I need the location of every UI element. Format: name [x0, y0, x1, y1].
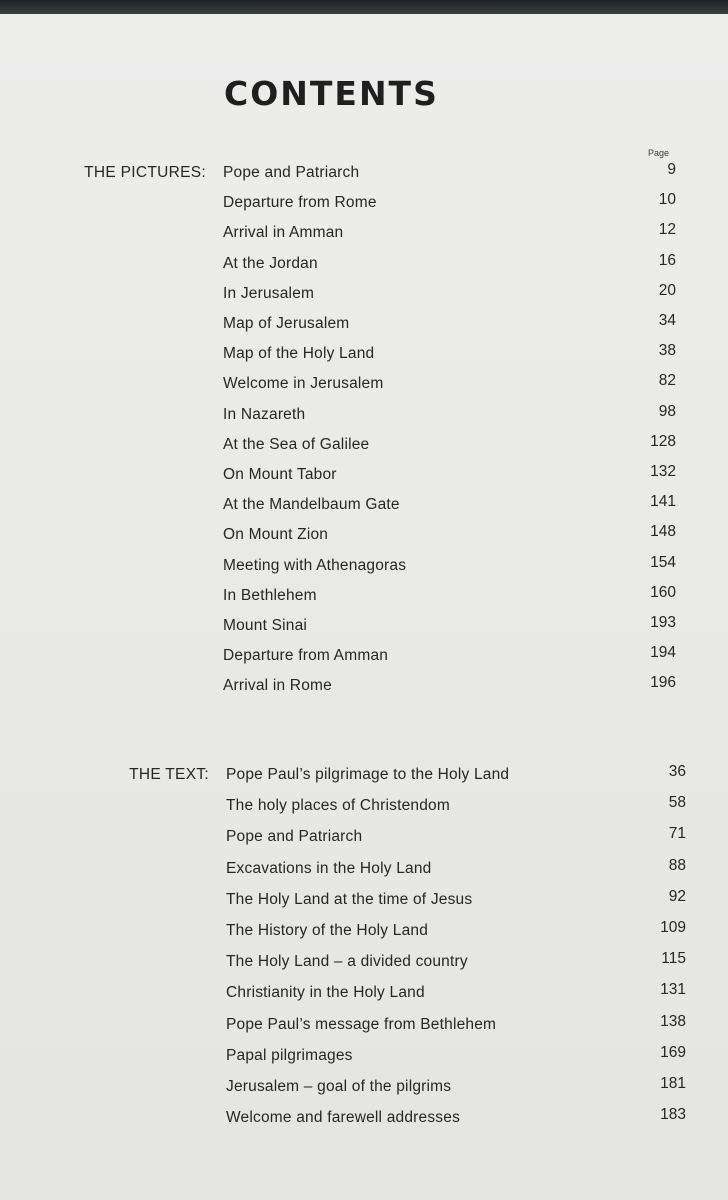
toc-entry-title: Christianity in the Holy Land: [226, 984, 425, 1002]
toc-entry-title: The holy places of Christendom: [226, 797, 450, 815]
toc-entry-title: Departure from Rome: [223, 194, 377, 212]
toc-entry-title: In Bethlehem: [223, 586, 317, 604]
toc-entry-title: Excavations in the Holy Land: [226, 859, 432, 877]
toc-entry-page-number: 154: [650, 553, 676, 571]
toc-entry-title: Meeting with Athenagoras: [223, 556, 407, 574]
toc-entry-page-number: 88: [668, 856, 686, 874]
toc-entry-title: At the Sea of Galilee: [223, 435, 370, 453]
toc-entry-page-number: 196: [650, 674, 676, 692]
toc-entry-page-number: 115: [661, 950, 686, 968]
toc-entry-title: Pope Paul’s message from Bethlehem: [226, 1015, 497, 1033]
toc-entry-page-number: 169: [660, 1043, 686, 1061]
toc-entry-page-number: 36: [668, 763, 686, 780]
toc-entry-title: Map of the Holy Land: [223, 345, 375, 363]
toc-entry-page-number: 193: [650, 614, 676, 631]
section-label: THE TEXT:: [129, 766, 209, 783]
toc-entry-page-number: 12: [658, 221, 676, 239]
toc-entry-title: Pope Paul’s pilgrimage to the Holy Land: [226, 766, 510, 783]
toc-entry-title: On Mount Zion: [223, 526, 329, 544]
toc-entry-page-number: 38: [658, 342, 676, 360]
toc-entry-page-number: 34: [658, 312, 676, 329]
toc-entry-title: Jerusalem – goal of the pilgrims: [226, 1078, 452, 1095]
toc-entry-title: Pope and Patriarch: [223, 164, 360, 181]
toc-entry-page-number: 160: [650, 583, 676, 601]
toc-entry-title: Arrival in Amman: [223, 224, 344, 242]
toc-entry-page-number: 10: [658, 191, 676, 209]
toc-entry-title: Welcome in Jerusalem: [223, 375, 384, 393]
toc-entry-page-number: 71: [668, 825, 686, 843]
toc-entry-page-number: 131: [660, 981, 686, 999]
photo-top-edge: [0, 0, 728, 14]
toc-entry-title: In Jerusalem: [223, 284, 315, 302]
section-label: THE PICTURES:: [84, 164, 206, 181]
toc-entry-title: Departure from Amman: [223, 647, 389, 665]
toc-entry-title: The History of the Holy Land: [226, 922, 429, 939]
toc-entry-title: At the Jordan: [223, 254, 318, 272]
toc-entry-title: Welcome and farewell addresses: [226, 1109, 461, 1127]
toc-entry-page-number: 16: [658, 251, 676, 269]
toc-entry-page-number: 138: [660, 1012, 686, 1030]
toc-entry-title: Mount Sinai: [223, 617, 308, 634]
toc-entry-title: Map of Jerusalem: [223, 315, 350, 332]
toc-entry-page-number: 9: [667, 161, 676, 178]
toc-entry-title: The Holy Land – a divided country: [226, 953, 468, 971]
toc-entry-page-number: 58: [668, 794, 686, 812]
page-column-label: Page: [648, 148, 670, 158]
toc-entry-page-number: 92: [668, 887, 686, 905]
toc-entry-title: The Holy Land at the time of Jesus: [226, 890, 473, 908]
page-title: CONTENTS: [224, 74, 439, 113]
toc-entry-page-number: 194: [650, 644, 676, 662]
toc-entry-page-number: 181: [660, 1075, 686, 1092]
toc-entry-page-number: 148: [650, 523, 676, 541]
toc-entry-title: On Mount Tabor: [223, 466, 337, 483]
toc-entry-title: Arrival in Rome: [223, 677, 332, 695]
toc-entry-title: Pope and Patriarch: [226, 828, 363, 846]
toc-entry-title: At the Mandelbaum Gate: [223, 496, 400, 514]
toc-entry-page-number: 98: [658, 402, 676, 420]
toc-entry-page-number: 20: [658, 281, 676, 299]
toc-entry-page-number: 183: [660, 1106, 686, 1124]
toc-entry-page-number: 82: [658, 372, 676, 390]
toc-entry-title: Papal pilgrimages: [226, 1046, 353, 1064]
toc-entry-page-number: 128: [650, 432, 676, 450]
contents-page: [0, 14, 728, 1200]
toc-entry-page-number: 132: [650, 463, 676, 480]
toc-entry-page-number: 109: [660, 919, 686, 936]
toc-entry-title: In Nazareth: [223, 405, 306, 423]
toc-entry-page-number: 141: [650, 493, 676, 511]
